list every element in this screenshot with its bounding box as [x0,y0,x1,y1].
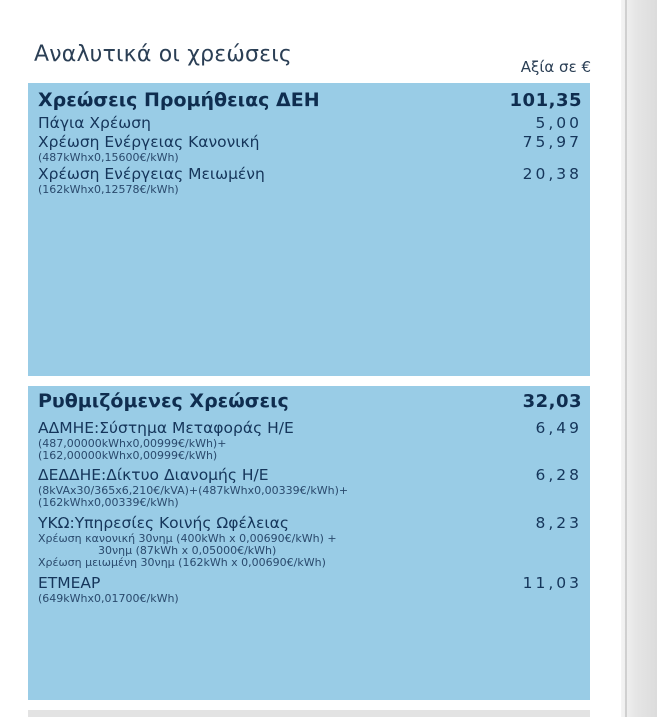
regulated-charges-panel [28,386,590,700]
page-edge-line [625,0,627,717]
charge-note: 30νημ (87kWh x 0,05000€/kWh) [98,544,277,557]
charge-note: Χρέωση μειωμένη 30νημ (162kWh x 0,00690€/kWh) [38,556,326,569]
charge-note: (649kWhx0,01700€/kWh) [38,592,179,605]
charge-row [38,466,582,484]
charge-amount: 6,49 [535,419,582,437]
charge-row [38,419,582,437]
charge-row [38,133,582,151]
regulated-charges-title: Ρυθμιζόμενες Χρεώσεις [38,390,289,412]
charge-note: (162kWhx0,12578€/kWh) [38,183,179,196]
charge-amount: 6,28 [535,466,582,484]
charge-note: Χρέωση κανονική 30νημ (400kWh x 0,00690€/kWh) + [38,532,337,545]
charge-row [38,574,582,592]
value-column-header: Αξία σε € [520,58,591,76]
charge-note: (162kWhx0,00339€/kWh) [38,496,179,509]
regulated-charges-header [38,390,582,412]
charge-label: Χρέωση Ενέργειας Κανονική [38,133,260,151]
charge-note: (487,00000kWhx0,00999€/kWh)+ [38,437,227,450]
charge-label: Χρέωση Ενέργειας Μειωμένη [38,165,265,183]
charge-row [38,165,582,183]
charge-note: (162,00000kWhx0,00999€/kWh) [38,449,218,462]
supply-charges-panel [28,83,590,376]
regulated-charges-total: 32,03 [522,391,582,412]
charge-amount: 75,97 [522,133,582,151]
charge-label: ΥΚΩ:Υπηρεσίες Κοινής Ωφέλειας [38,514,289,532]
charge-label: ΕΤΜΕΑΡ [38,574,101,592]
charge-amount: 8,23 [535,514,582,532]
charge-row [38,114,582,132]
charge-row [38,514,582,532]
charge-amount: 11,03 [522,574,582,592]
charge-amount: 20,38 [522,165,582,183]
charge-label: ΑΔΜΗΕ:Σύστημα Μεταφοράς Η/Ε [38,419,294,437]
supply-charges-title: Χρεώσεις Προμήθειας ΔΕΗ [38,89,320,111]
supply-charges-total: 101,35 [509,90,582,111]
next-section-edge [28,710,590,717]
charge-amount: 5,00 [535,114,582,132]
supply-charges-header [38,89,582,111]
charge-note: (487kWhx0,15600€/kWh) [38,151,179,164]
charge-label: Πάγια Χρέωση [38,114,151,132]
section-title: Αναλυτικά οι χρεώσεις [34,42,293,67]
charge-note: (8kVAx30/365x6,210€/kVA)+(487kWhx0,00339€/kWh)+ [38,484,349,497]
charge-label: ΔΕΔΔΗΕ:Δίκτυο Διανομής Η/Ε [38,466,269,484]
